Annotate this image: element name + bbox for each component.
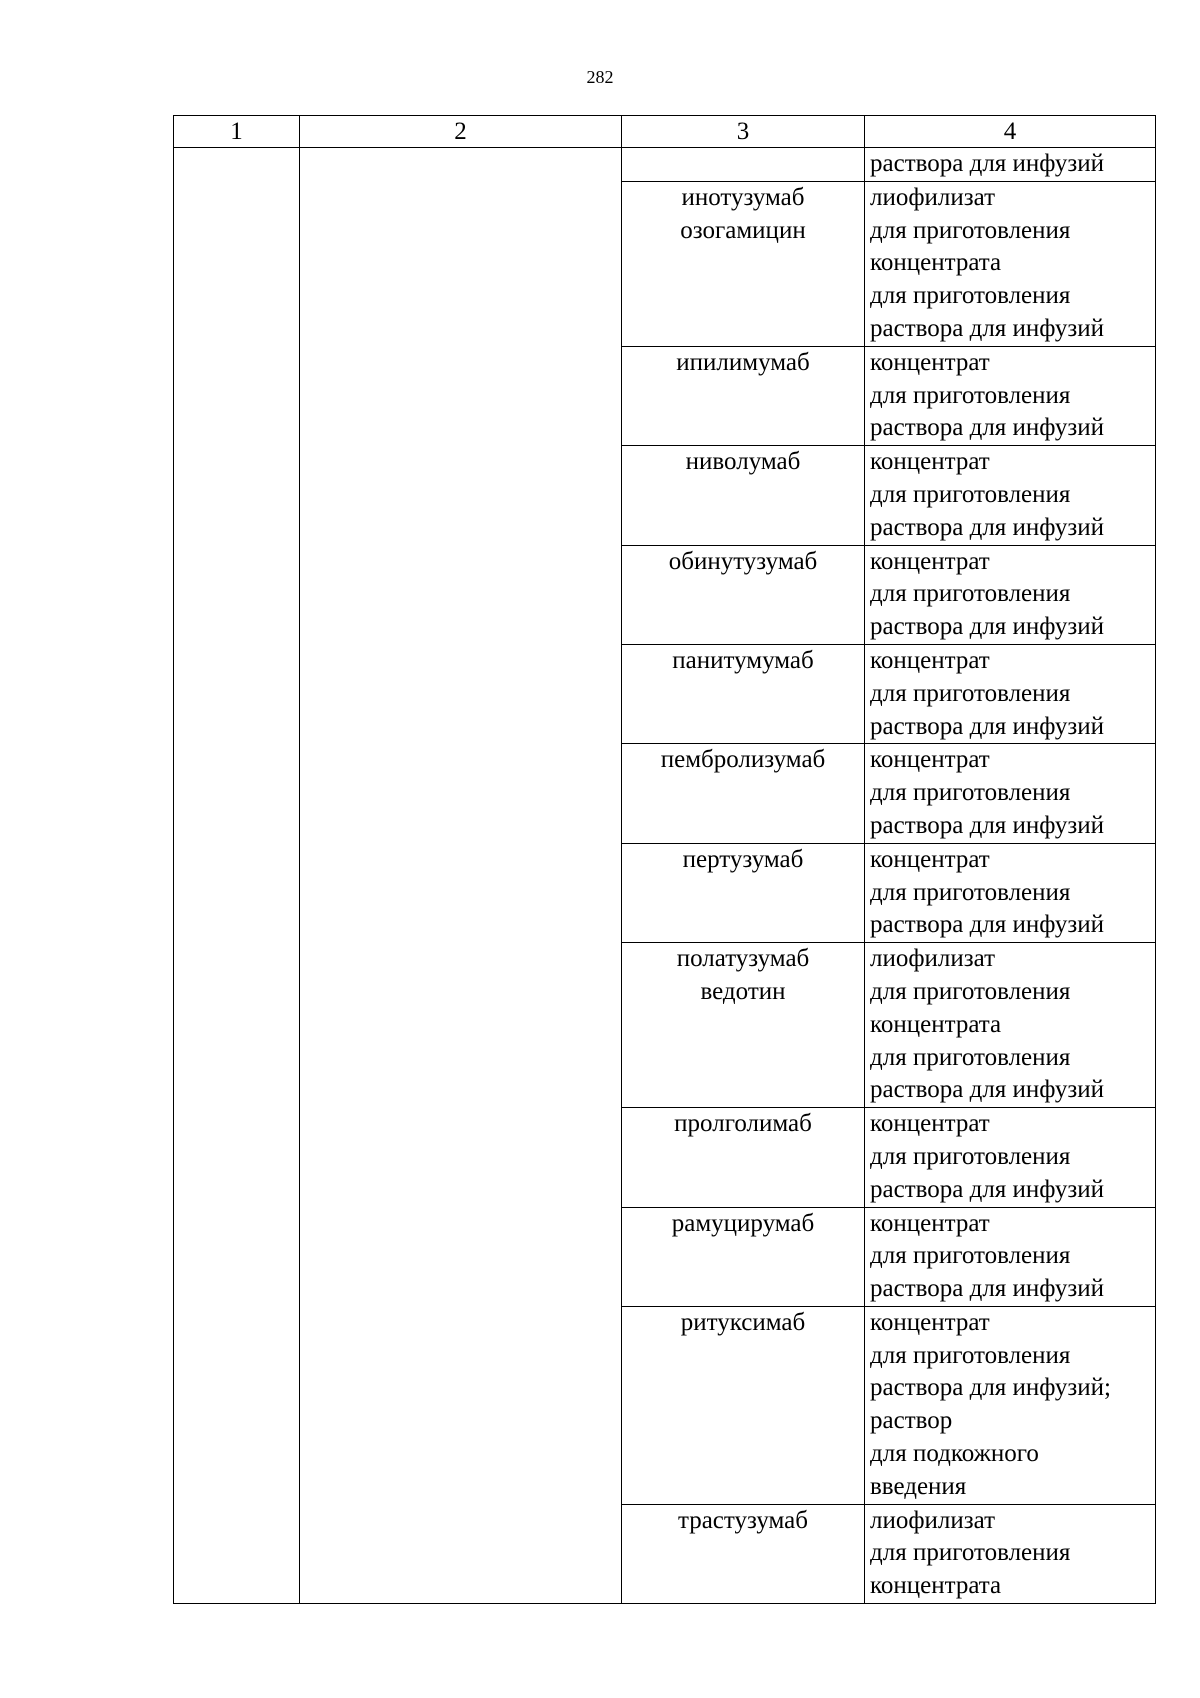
drug-name-cell: обинутузумаб (622, 545, 865, 644)
table-row (174, 148, 1156, 182)
drug-name-cell: ниволумаб (622, 446, 865, 545)
dosage-form-cell: концентрат для приготовления раствора для инфузий (865, 744, 1156, 843)
drug-name-cell: трастузумаб (622, 1504, 865, 1603)
drug-name-cell: панитумумаб (622, 644, 865, 743)
drug-table (173, 115, 1156, 1604)
drug-name-cell: ритуксимаб (622, 1306, 865, 1504)
dosage-form-cell: лиофилизат для приготовления концентрата (865, 1504, 1156, 1603)
dosage-form-cell: концентрат для приготовления раствора для инфузий (865, 446, 1156, 545)
drug-name-cell: пертузумаб (622, 843, 865, 942)
dosage-form-cell: концентрат для приготовления раствора для инфузий (865, 545, 1156, 644)
table-header-row (174, 116, 1156, 148)
column-header-4: 4 (865, 116, 1156, 148)
dosage-form-cell: лиофилизат для приготовления концентрата для приготовления раствора для инфузий (865, 943, 1156, 1108)
dosage-form-cell: концентрат для приготовления раствора для инфузий (865, 644, 1156, 743)
column-2-cell (300, 148, 622, 1604)
column-header-3: 3 (622, 116, 865, 148)
drug-name-cell (622, 148, 865, 182)
drug-name-cell: пролголимаб (622, 1108, 865, 1207)
page-number: 282 (586, 67, 614, 87)
drug-name-cell: инотузумаб озогамицин (622, 181, 865, 346)
drug-name-cell: рамуцирумаб (622, 1207, 865, 1306)
drug-name-cell: ипилимумаб (622, 346, 865, 445)
dosage-form-cell: концентрат для приготовления раствора для инфузий (865, 1207, 1156, 1306)
column-header-2: 2 (300, 116, 622, 148)
dosage-form-cell: концентрат для приготовления раствора для инфузий (865, 346, 1156, 445)
column-header-1: 1 (174, 116, 300, 148)
column-1-cell (174, 148, 300, 1604)
dosage-form-cell: раствора для инфузий (865, 148, 1156, 182)
dosage-form-cell: концентрат для приготовления раствора для инфузий (865, 843, 1156, 942)
drug-name-cell: пембролизумаб (622, 744, 865, 843)
drug-name-cell: полатузумаб ведотин (622, 943, 865, 1108)
dosage-form-cell: концентрат для приготовления раствора для инфузий (865, 1108, 1156, 1207)
dosage-form-cell: лиофилизат для приготовления концентрата для приготовления раствора для инфузий (865, 181, 1156, 346)
dosage-form-cell: концентрат для приготовления раствора для инфузий; раствор для подкожного введения (865, 1306, 1156, 1504)
